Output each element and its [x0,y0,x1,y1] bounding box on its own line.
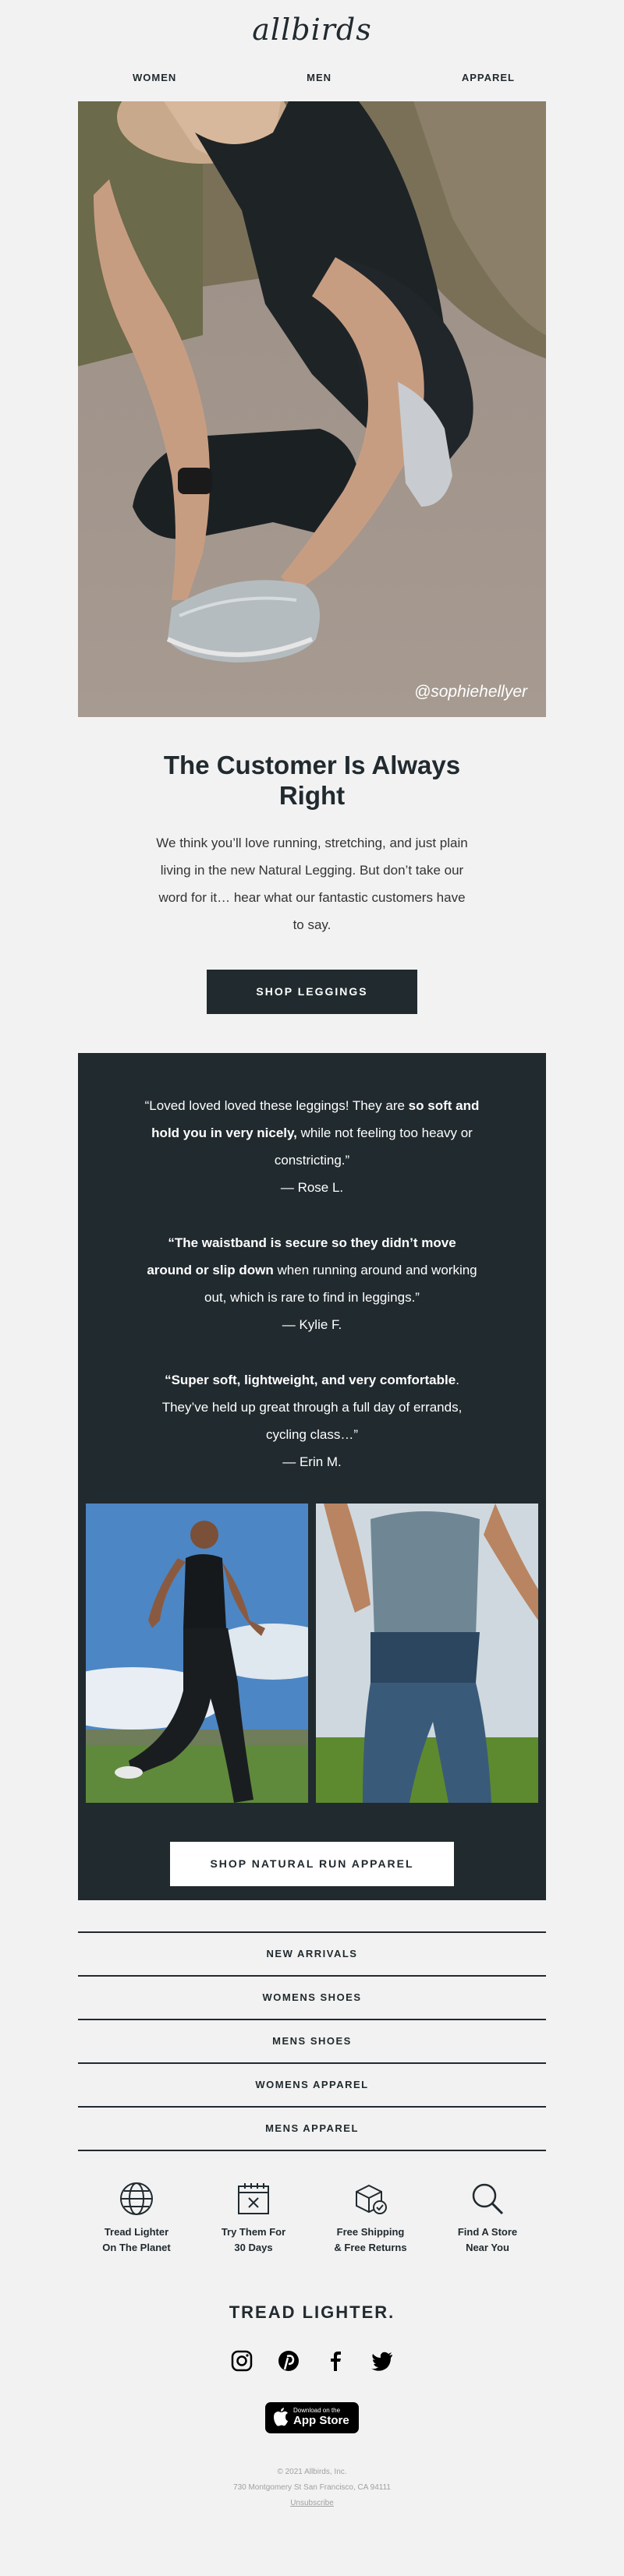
feature-label: On The Planet [102,2242,171,2253]
feature-label: & Free Returns [334,2242,407,2253]
nav-apparel[interactable]: APPAREL [461,72,515,83]
apparel-photos [78,1504,546,1803]
app-store-line2: App Store [293,2414,349,2427]
testimonial [144,1229,480,1338]
link-womens-apparel[interactable]: WOMENS APPAREL [78,2064,546,2108]
feature-tread-lighter[interactable] [82,2181,191,2256]
feature-label: Find A Store [457,2226,518,2238]
shop-natural-run-apparel-button[interactable]: SHOP NATURAL RUN APPAREL [170,1842,454,1886]
email-header [78,0,546,101]
testimonial [144,1366,480,1475]
hero-photo [78,101,546,717]
quote-highlight: “Super soft, lightweight, and very comfortable [165,1373,456,1387]
nav-men[interactable]: MEN [307,72,332,83]
testimonials-list [78,1053,546,1475]
link-womens-shoes[interactable]: WOMENS SHOES [78,1977,546,2020]
magnifier-icon [470,2181,505,2217]
feature-label: Try Them For [221,2226,286,2238]
quote-author: — Erin M. [282,1454,342,1469]
calendar-icon [236,2181,271,2217]
unsubscribe-link[interactable]: Unsubscribe [290,2499,334,2507]
pinterest-icon[interactable] [275,2348,302,2374]
quote-author: — Rose L. [280,1180,344,1195]
category-links [78,1931,546,2151]
allbirds-logo[interactable]: allbirds [252,12,372,47]
feature-label: Free Shipping [336,2226,405,2238]
intro-section [78,717,546,1014]
quote-text: . They’ve held up great through a full day of errands, cycling class…” [161,1373,463,1442]
runner-photo-left[interactable] [86,1504,308,1803]
twitter-icon[interactable] [369,2348,395,2374]
copyright: © 2021 Allbirds, Inc. [277,2468,347,2476]
app-store-badge[interactable] [265,2402,359,2433]
app-store-line1: Download on the [293,2407,341,2414]
globe-icon [119,2181,154,2217]
address: 730 Montgomery St San Francisco, CA 94111 [233,2483,391,2492]
quote-author: — Kylie F. [282,1317,342,1332]
quote-text: when running around and working out, which is rare to find in leggings.” [204,1263,477,1305]
feature-free-shipping[interactable] [316,2181,425,2256]
facebook-icon[interactable] [322,2348,349,2374]
runner-photo-right[interactable] [316,1504,538,1803]
quote-highlight: so soft and hold you in very nicely, [151,1098,480,1140]
shop-leggings-button[interactable]: SHOP LEGGINGS [207,970,417,1014]
nav-women[interactable]: WOMEN [133,72,177,83]
social-links [78,2348,546,2374]
testimonials-section [78,1053,546,1900]
hero-image[interactable] [78,101,546,717]
apple-icon [273,2408,289,2426]
box-check-icon [353,2181,388,2217]
photo-credit: @sophiehellyer [413,683,527,701]
feature-row [78,2151,546,2256]
link-mens-shoes[interactable]: MENS SHOES [78,2020,546,2064]
headline: The Customer Is Always Right [163,751,461,810]
top-nav [78,48,546,83]
testimonial [144,1092,480,1201]
quote-text: “Loved loved loved these leggings! They are [144,1098,409,1113]
feature-label: Near You [466,2242,509,2253]
quote-text: while not feeling too heavy or constricting.” [274,1125,473,1168]
quote-highlight: “The waistband is secure so they didn’t move around or slip down [147,1235,456,1277]
link-mens-apparel[interactable]: MENS APPAREL [78,2108,546,2151]
feature-try-30-days[interactable] [199,2181,308,2256]
feature-label: Tread Lighter [104,2226,169,2238]
tagline: TREAD LIGHTER. [229,2302,395,2322]
link-new-arrivals[interactable]: NEW ARRIVALS [78,1933,546,1977]
intro-body: We think you’ll love running, stretching, and just plain living in the new Natural Legging. But don’t take our word for it… hear what our fantastic customers have to say. [156,836,468,932]
feature-label: 30 Days [234,2242,273,2253]
feature-find-store[interactable] [433,2181,542,2256]
instagram-icon[interactable] [229,2348,255,2374]
footer [78,2465,546,2511]
